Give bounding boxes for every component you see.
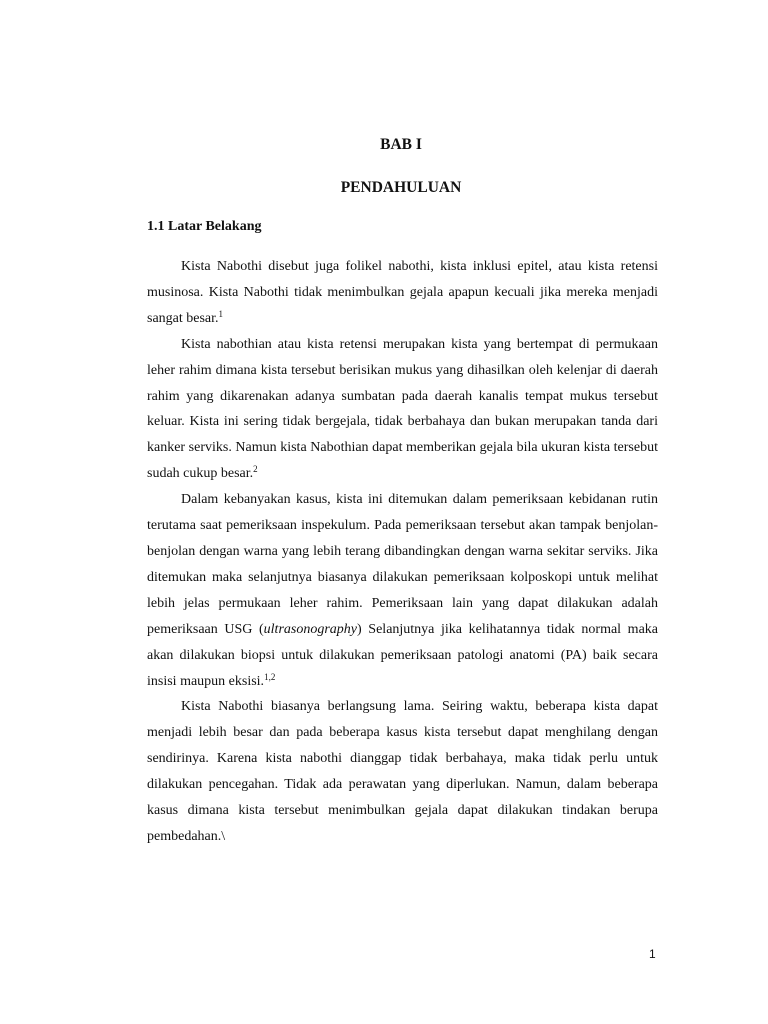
paragraph-text: Kista nabothian atau kista retensi merupakan kista yang bertempat di permukaan leher rahim dimana kista tersebut berisikan mukus yang dihasilkan oleh kelenjar di daerah rahim yang dikarenakan adanya sumbatan pada daerah kanalis tempat mukus tersebut keluar. Kista ini sering tidak bergejala, tidak berbahaya dan bukan merupakan tanda dari kanker serviks. Namun kista Nabothian dapat memberikan gejala bila ukuran kista tersebut sudah cukup besar. bbox=[147, 336, 658, 482]
body-text bbox=[147, 254, 658, 850]
paragraph-text: Kista Nabothi biasanya berlangsung lama. Seiring waktu, beberapa kista dapat menjadi lebih besar dan pada beberapa kasus kista tersebut dapat menghilang dengan sendirinya. Karena kista nabothi dianggap tidak berbahaya, maka tidak perlu untuk dilakukan pencegahan. Tidak ada perawatan yang diperlukan. Namun, dalam beberapa kasus dimana kista tersebut menimbulkan gejala dapat dilakukan tindakan berupa pembedahan.\ bbox=[147, 699, 658, 844]
italic-term: ultrasonography bbox=[263, 621, 358, 637]
section-heading: 1.1 Latar Belakang bbox=[147, 219, 262, 234]
paragraph bbox=[147, 487, 658, 694]
chapter-title: PENDAHULUAN bbox=[340, 179, 462, 196]
citation-superscript: 1 bbox=[218, 308, 224, 319]
paragraph-text: ) Selanjutnya jika kelihatannya tidak normal maka akan dilakukan biopsi untuk dilakukan pemeriksaan patologi anatomi (PA) baik secara insisi maupun eksisi. bbox=[147, 621, 658, 689]
paragraph-text: Dalam kebanyakan kasus, kista ini ditemukan dalam pemeriksaan kebidanan rutin terutama saat pemeriksaan inspekulum. Pada pemeriksaan tersebut akan tampak benjolan-benjolan dengan warna yang lebih terang dibandingkan dengan warna sekitar serviks. Jika ditemukan maka selanjutnya biasanya dilakukan pemeriksaan kolposkopi untuk melihat lebih jelas permukaan leher rahim. Pemeriksaan lain yang dapat dilakukan adalah pemeriksaan USG ( bbox=[147, 492, 658, 637]
citation-superscript: 1,2 bbox=[264, 671, 276, 682]
paragraph-text: Kista Nabothi disebut juga folikel nabothi, kista inklusi epitel, atau kista retensi musinosa. Kista Nabothi tidak menimbulkan gejala apapun kecuali jika mereka menjadi sangat besar. bbox=[147, 259, 658, 326]
paragraph bbox=[147, 694, 658, 849]
citation-superscript: 2 bbox=[253, 464, 258, 475]
page-number: 1 bbox=[649, 947, 656, 961]
chapter-number: BAB I bbox=[380, 136, 422, 153]
paragraph bbox=[147, 332, 658, 487]
paragraph bbox=[147, 254, 658, 332]
